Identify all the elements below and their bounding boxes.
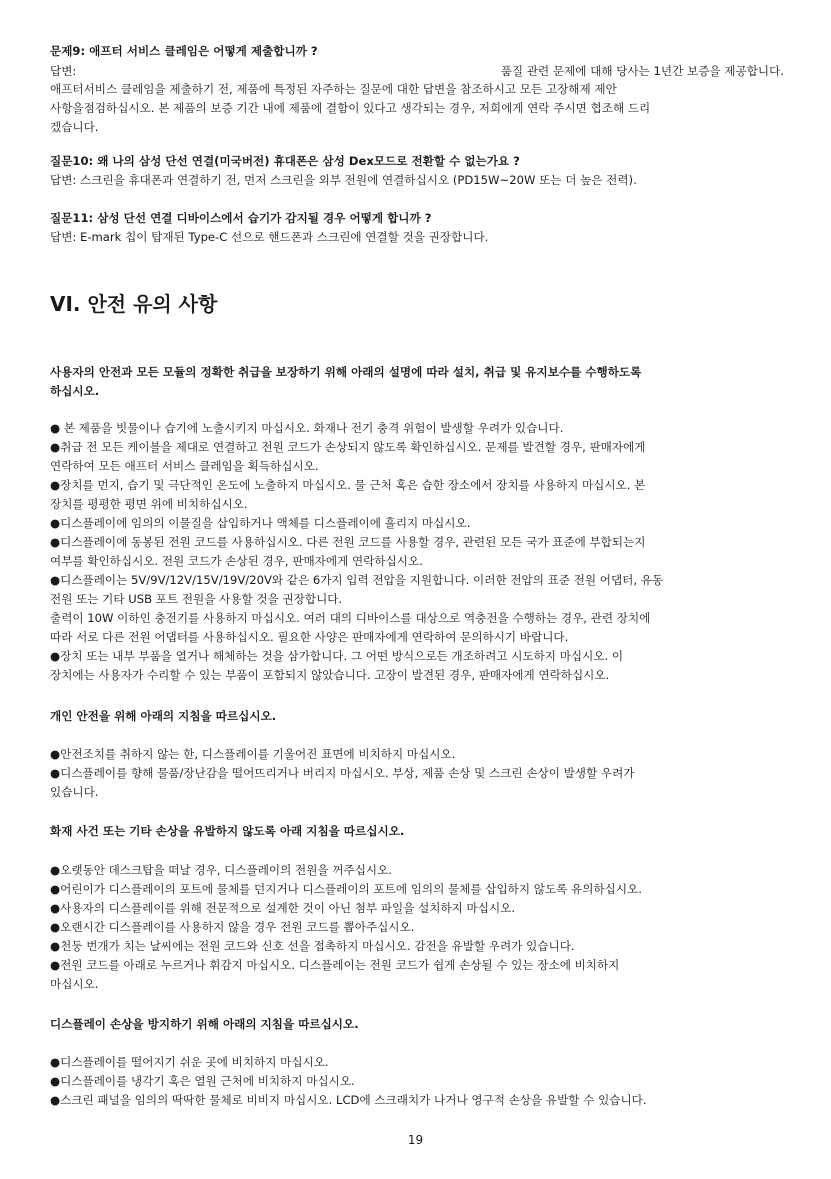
personal-safety-line: ●디스플레이를 향해 물품/장난감을 떨어뜨리거나 버리지 마십시오. 부상, 제품 손상 및 스크린 손상이 발생할 우려가 [50, 766, 635, 780]
safety-line: 장치에는 사용자가 수리할 수 있는 부품이 포함되지 않았습니다. 고장이 발견된 경우, 판매자에게 연락하십시오. [50, 668, 610, 682]
section-title: VI. 안전 유의 사항 [50, 292, 218, 316]
safety-line: 출력이 10W 이하인 충전기를 사용하지 마십시오. 여러 대의 디바이스를 대상으로 역충전을 수행하는 경우, 관련 장치에 [50, 611, 651, 625]
faq-q9-answer-first-line [50, 63, 784, 80]
safety-line: ● 본 제품을 빗물이나 습기에 노출시키지 마십시오. 화재나 전기 충격 위험이 발생할 우려가 있습니다. [50, 421, 564, 435]
display-safety-heading: 디스플레이 손상을 방지하기 위해 아래의 지침을 따르십시오. [50, 1017, 359, 1031]
safety-line: 전원 또는 기타 USB 포트 전원을 사용할 것을 권장합니다. [50, 592, 343, 606]
safety-line: ●장치를 먼지, 습기 및 극단적인 온도에 노출하지 마십시오. 물 근처 혹은 습한 장소에서 장치를 사용하지 마십시오. 본 [50, 478, 646, 492]
section-intro-line: 하십시오. [50, 384, 100, 398]
faq-q9-answer-line: 애프터서비스 클레임을 제출하기 전, 제품에 특정된 자주하는 질문에 대한 답변을 참조하시고 모든 고장해제 제안 [50, 82, 617, 96]
fire-safety-line: ●전원 코드를 아래로 누르거나 휘감지 마십시오. 디스플레이는 전원 코드가 쉽게 손상될 수 있는 장소에 비치하지 [50, 958, 620, 972]
faq-q9-answer-line: 겠습니다. [50, 120, 99, 134]
safety-line: ●취급 전 모든 케이블을 제대로 연결하고 전원 코드가 손상되지 않도록 확인하십시오. 문제를 발견할 경우, 판매자에게 [50, 440, 646, 454]
faq-q9-answer-line: 사항을점검하십시오. 본 제품의 보증 기간 내에 제품에 결함이 있다고 생각되는 경우, 저희에게 연락 주시면 협조해 드리 [50, 101, 651, 115]
display-safety-line: ●디스플레이를 떨어지기 쉬운 곳에 비치하지 마십시오. [50, 1055, 329, 1069]
safety-line: ●디스플레이에 임의의 이물질을 삽입하거나 액체를 디스플레이에 흘리지 마십시오. [50, 516, 471, 530]
safety-line: 연락하여 모든 애프터 서비스 클레임을 획득하십시오. [50, 459, 319, 473]
safety-line: ●디스플레이는 5V/9V/12V/15V/19V/20V와 같은 6가지 입력 전압을 지원합니다. 이러한 전압의 표준 전원 어댑터, 유동 [50, 573, 664, 587]
fire-safety-line: ●어린이가 디스플레이의 포트에 물체를 던지거나 디스플레이의 포트에 임의의 물체를 삽입하지 않도록 유의하십시오. [50, 882, 642, 896]
page-number: 19 [407, 1133, 424, 1147]
personal-safety-line: 있습니다. [50, 785, 99, 799]
fire-safety-line: ●천둥 번개가 치는 날씨에는 전원 코드와 신호 선을 접촉하지 마십시오. 감전을 유발할 우려가 있습니다. [50, 939, 575, 953]
faq-q9-answer-label: 답변: [50, 64, 77, 78]
fire-safety-line: ●오랫동안 데스크탑을 떠날 경우, 디스플레이의 전원을 꺼주십시오. [50, 863, 392, 877]
safety-line: ●장치 또는 내부 부품을 열거나 해체하는 것을 삼가합니다. 그 어떤 방식으로든 개조하려고 시도하지 마십시오. 이 [50, 649, 624, 663]
fire-safety-line: ●사용자의 디스플레이를 위해 전문적으로 설계한 것이 아닌 첨부 파일을 설치하지 마십시오. [50, 901, 516, 915]
display-safety-line: ●디스플레이를 냉각기 혹은 열원 근처에 비치하지 마십시오. [50, 1074, 355, 1088]
safety-line: 따라 서로 다른 전원 어댑터를 사용하십시오. 필요한 사양은 판매자에게 연락하여 문의하시기 바랍니다. [50, 630, 569, 644]
faq-q9-question: 문제9: 애프터 서비스 클레임은 어떻게 제출합니까 ? [50, 44, 318, 58]
display-safety-line: ●스크린 패널을 임의의 딱딱한 물체로 비비지 마십시오. LCD에 스크래치가 나거나 영구적 손상을 유발할 수 있습니다. [50, 1093, 647, 1107]
faq-q11-question: 질문11: 삼성 단선 연결 디바이스에서 습기가 감지될 경우 어떻게 합니까 ? [50, 211, 432, 225]
safety-line: 장치를 평평한 평면 위에 비치하십시오. [50, 497, 248, 511]
fire-safety-line: 마십시오. [50, 977, 99, 991]
fire-safety-line: ●오랜시간 디스플레이를 사용하지 않을 경우 전원 코드를 뽑아주십시오. [50, 920, 415, 934]
faq-q9-answer-lead: 품질 관련 문제에 대해 당사는 1년간 보증을 제공합니다. [500, 64, 784, 78]
personal-safety-line: ●안전조치를 취하지 않는 한, 디스플레이를 기울어진 표면에 비치하지 마십시오. [50, 747, 456, 761]
section-intro-line: 사용자의 안전과 모든 모듈의 정확한 취급을 보장하기 위해 아래의 설명에 따라 설치, 취급 및 유지보수를 수행하도록 [50, 365, 642, 379]
safety-line: 여부를 확인하십시오. 전원 코드가 손상된 경우, 판매자에게 연락하십시오. [50, 554, 423, 568]
personal-safety-heading: 개인 안전을 위해 아래의 지침을 따르십시오. [50, 709, 277, 723]
faq-q10-answer: 답변: 스크린을 휴대폰과 연결하기 전, 먼저 스크린을 외부 전원에 연결하십시오 (PD15W~20W 또는 더 높은 전력). [50, 173, 637, 187]
fire-safety-heading: 화재 사건 또는 기타 손상을 유발하지 않도록 아래 지침을 따르십시오. [50, 824, 405, 838]
faq-q10-question: 질문10: 왜 나의 삼성 단선 연결(미국버전) 휴대폰은 삼성 Dex모드로 전환할 수 없는가요 ? [50, 154, 520, 168]
safety-line: ●디스플레이에 동봉된 전원 코드를 사용하십시오. 다른 전원 코드를 사용할 경우, 관련된 모든 국가 표준에 부합되는지 [50, 535, 646, 549]
faq-q11-answer: 답변: E-mark 칩이 탑재된 Type-C 선으로 핸드폰과 스크린에 연결할 것을 권장합니다. [50, 230, 489, 244]
